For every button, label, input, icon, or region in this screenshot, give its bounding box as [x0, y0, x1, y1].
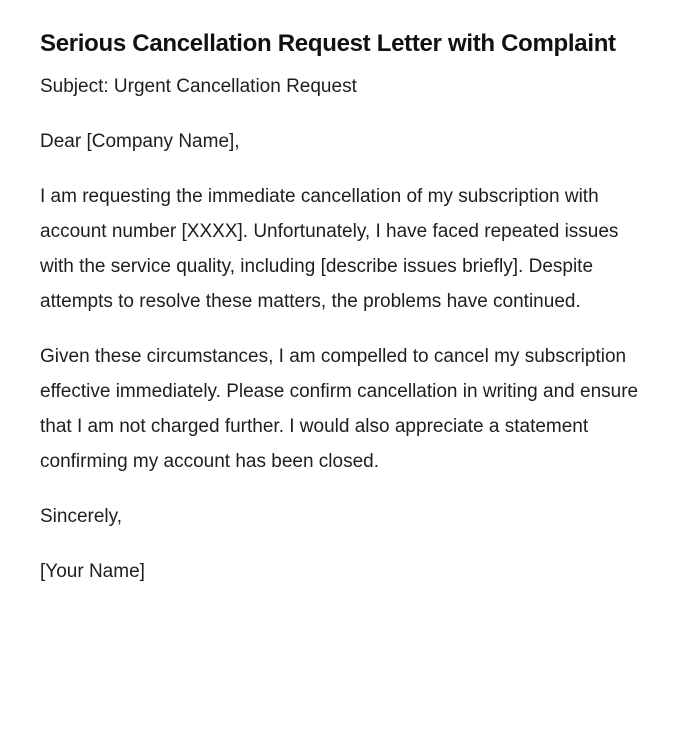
letter-signature: [Your Name]: [40, 561, 145, 582]
letter-body-paragraph-1: I am requesting the immediate cancellation of my subscription with account number [XXXX]. Unfortunately, I have faced repeated issues with the service quality, including [describe issues briefly]. Despite attempts to resolve these matters, the problems have continued.: [40, 186, 619, 312]
letter-body-paragraph-2: Given these circumstances, I am compelled to cancel my subscription effective immediately. Please confirm cancellation in writing and ensure that I am not charged further. I would also appreciate a statement confirming my account has been closed.: [40, 346, 639, 472]
letter-salutation: Dear [Company Name],: [40, 131, 240, 152]
letter-closing: Sincerely,: [40, 506, 123, 527]
letter-subject: Subject: Urgent Cancellation Request: [40, 76, 357, 97]
letter-title: Serious Cancellation Request Letter with Complaint: [40, 30, 616, 57]
